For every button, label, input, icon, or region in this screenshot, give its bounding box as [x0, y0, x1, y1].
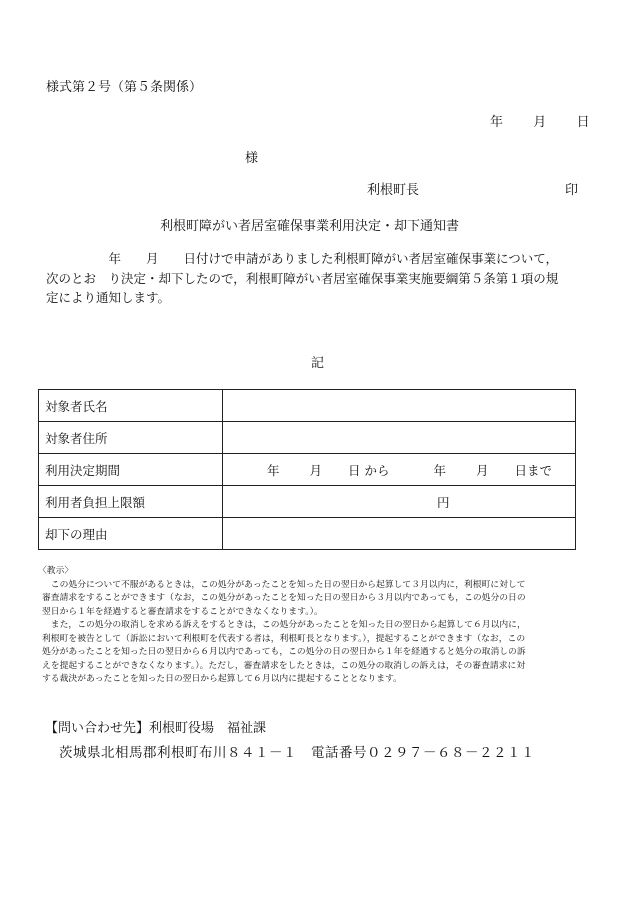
- notice-line: する裁決があったことを知った日の翌日から起算して６月以内に提起することとなります。: [42, 674, 402, 684]
- body-line-2: 次のとお り決定・却下したので，利根町障がい者居室確保事業実施要綱第５条第１項の規: [46, 270, 559, 286]
- table-row: [39, 486, 576, 518]
- period-day-end: 日まで: [514, 462, 553, 478]
- table-row: [39, 518, 576, 550]
- document-title: 利根町障がい者居室確保事業利用決定・却下通知書: [160, 219, 460, 234]
- period-day-start: 日 から: [348, 462, 390, 478]
- date-month: 月: [533, 115, 547, 130]
- period-year-start: 年: [267, 462, 280, 478]
- date-line: [490, 114, 590, 131]
- contact-address: 茨城県北相馬郡利根町布川８４１－１ 電話番号０２９７－６８－２２１１: [45, 745, 535, 761]
- form-number: 様式第２号（第５条関係）: [46, 80, 203, 95]
- label-limit: 利用者負担上限額: [39, 486, 223, 518]
- body-line-3: 定により通知します。: [46, 290, 171, 305]
- period-year-end: 年: [433, 462, 447, 478]
- label-reason: 却下の理由: [39, 518, 223, 550]
- date-year: 年: [490, 115, 504, 130]
- body-line-1: 年 月 日付けで申請がありました利根町障がい者居室確保事業について，: [46, 251, 559, 266]
- period-month-end: 月: [476, 462, 489, 478]
- period-month-start: 月: [309, 462, 323, 478]
- notice-line: 審査請求をすることができます（なお，この処分があったことを知った日の翌日から３月以内であっても，この処分の日の: [42, 593, 526, 603]
- issuer-title: 利根町長: [367, 183, 420, 198]
- date-day: 日: [576, 115, 590, 130]
- value-period[interactable]: [223, 454, 576, 486]
- seal-mark: 印: [565, 183, 579, 198]
- table-row: [39, 454, 576, 486]
- notice-block: [38, 565, 602, 687]
- info-table: [38, 389, 576, 550]
- notice-line: 利根町を被告として（訴訟において利根町を代表する者は，利根町長となります。），提起することができます（なお，この: [42, 633, 526, 644]
- body-paragraph: [46, 249, 586, 308]
- notice-line: また，この処分の取消しを求める訴えをするときは，この処分があったことを知った日の翌日から起算して６月以内に，: [42, 620, 526, 630]
- addressee-suffix: 様: [245, 151, 259, 166]
- table-row: [39, 390, 576, 422]
- notice-line: えを提起することができなくなります。）。ただし，審査請求をしたときは，この処分の取消しの訴えは，その審査請求に対: [42, 660, 526, 671]
- ki-heading: 記: [311, 356, 325, 371]
- notice-heading: 〈教示〉: [38, 566, 74, 576]
- table-row: [39, 422, 576, 454]
- value-name[interactable]: [223, 390, 576, 422]
- label-name: 対象者氏名: [39, 390, 223, 422]
- notice-line: 翌日から１年を経過すると審査請求をすることができなくなります。）。: [42, 606, 323, 617]
- value-reason[interactable]: [223, 518, 576, 550]
- value-limit[interactable]: [223, 486, 576, 518]
- notice-line: この処分について不服があるときは，この処分があったことを知った日の翌日から起算して３月以内に，利根町に対して: [42, 579, 526, 590]
- yen-unit: 円: [437, 494, 450, 510]
- notice-line: 処分があったことを知った日の翌日から６月以内であっても，この処分の日の翌日から１年を経過すると処分の取消しの訴: [42, 647, 526, 657]
- value-address[interactable]: [223, 422, 576, 454]
- contact-heading: 【問い合わせ先】利根町役場 福祉課: [45, 721, 267, 736]
- label-period: 利用決定期間: [39, 454, 223, 486]
- label-address: 対象者住所: [39, 422, 223, 454]
